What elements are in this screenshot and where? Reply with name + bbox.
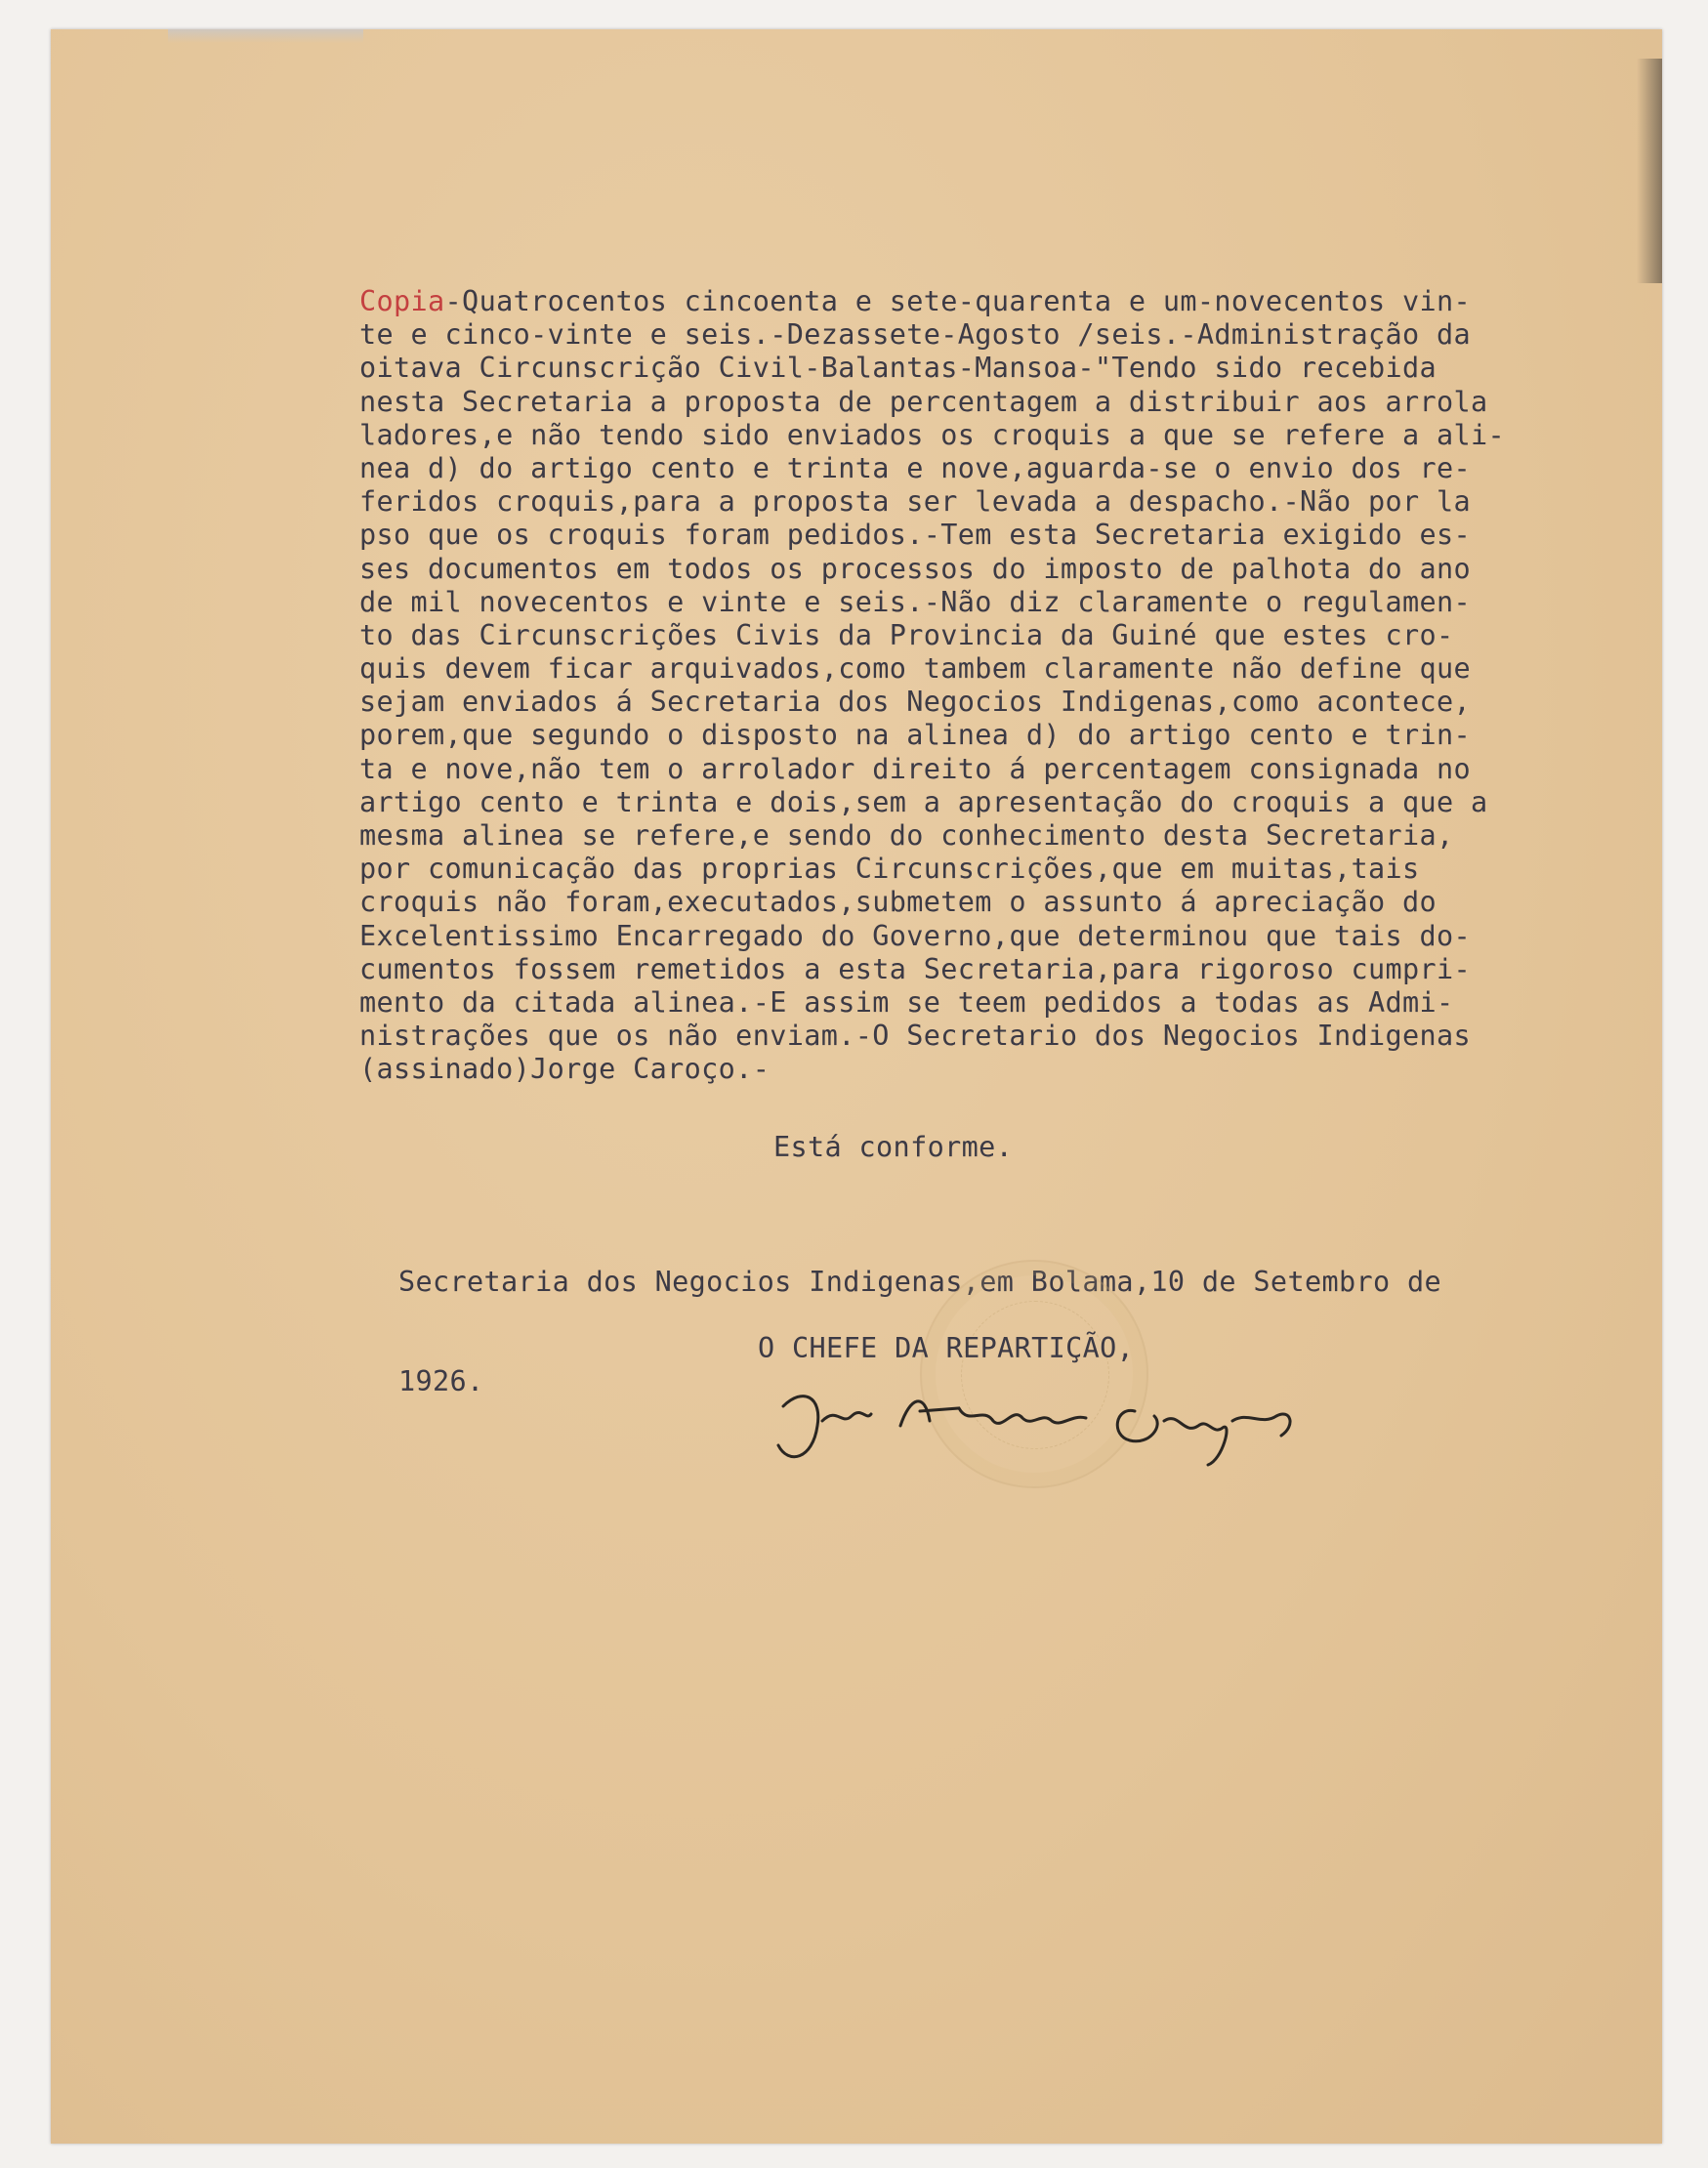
body-line: [359, 686, 1505, 719]
body-line: [359, 619, 1505, 652]
body-line-text: nistrações que os não enviam.-O Secretario dos Negocios Indigenas: [359, 1020, 1472, 1053]
handwritten-signature-icon: [764, 1367, 1311, 1484]
body-line-text: -Quatrocentos cincoenta e sete-quarenta e um-novecentos vin-: [444, 285, 1472, 317]
body-line: [359, 553, 1505, 586]
body-line-text: nea d) do artigo cento e trinta e nove,aguarda-se o envio dos re-: [359, 451, 1472, 484]
body-line: [359, 753, 1505, 786]
body-line-text: porem,que segundo o disposto na alinea d) do artigo cento e trin-: [359, 719, 1472, 752]
torn-edge: [168, 29, 363, 43]
body-line: [359, 920, 1505, 953]
body-line: [359, 719, 1505, 752]
body-line: [359, 386, 1505, 419]
body-line-text: feridos croquis,para a proposta ser levada a despacho.-Não por la: [359, 485, 1472, 519]
document-page: [51, 29, 1662, 2144]
body-line-text: pso que os croquis foram pedidos.-Tem esta Secretaria exigido es-: [359, 519, 1472, 552]
conforme-line: Está conforme.: [773, 1131, 1014, 1163]
place-date-line-1: Secretaria dos Negocios Indigenas,em Bolama,10 de Setembro de: [398, 1266, 1442, 1298]
body-line-text: te e cinco-vinte e seis.-Dezassete-Agosto /seis.-Administração da: [359, 318, 1472, 352]
body-line-text: ses documentos em todos os processos do imposto de palhota do ano: [359, 552, 1472, 585]
body-line: [359, 419, 1505, 452]
body-line-text: cumentos fossem remetidos a esta Secretaria,para rigoroso cumpri-: [359, 952, 1472, 985]
body-line: [359, 519, 1505, 552]
body-line: [359, 853, 1505, 886]
chefe-title: O CHEFE DA REPARTIÇÃO,: [758, 1332, 1135, 1364]
body-line: [359, 819, 1505, 853]
body-line-text: ladores,e não tendo sido enviados os croquis a que se refere a ali-: [359, 418, 1506, 451]
place-date-line-2: 1926.: [398, 1365, 484, 1397]
body-line-text: de mil novecentos e vinte e seis.-Não diz claramente o regulamen-: [359, 585, 1472, 618]
body-line: [359, 318, 1505, 352]
body-line-text: sejam enviados á Secretaria dos Negocios Indigenas,como acontece,: [359, 686, 1472, 719]
body-line-text: ta e nove,não tem o arrolador direito á percentagem consignada no: [359, 752, 1472, 785]
body-line: [359, 485, 1505, 519]
body-line: [359, 1020, 1505, 1053]
body-line-text: nesta Secretaria a proposta de percentagem a distribuir aos arrola: [359, 385, 1488, 418]
body-line: [359, 953, 1505, 986]
body-line-text: quis devem ficar arquivados,como tambem claramente não define que: [359, 652, 1472, 686]
body-line-text: croquis não foram,executados,submetem o assunto á apreciação do: [359, 886, 1437, 919]
body-line: [359, 452, 1505, 485]
body-line: [359, 986, 1505, 1020]
body-line-text: por comunicação das proprias Circunscrições,que em muitas,tais: [359, 853, 1420, 886]
body-line-text: mesma alinea se refere,e sendo do conhecimento desta Secretaria,: [359, 819, 1454, 852]
body-line: [359, 652, 1505, 686]
body-line-text: mento da citada alinea.-E assim se teem pedidos a todas as Admi-: [359, 985, 1454, 1019]
body-line: [359, 886, 1505, 919]
body-line-text: (assinado)Jorge Caroço.-: [359, 1053, 771, 1086]
body-line: [359, 786, 1505, 819]
body-line-text: artigo cento e trinta e dois,sem a apresentação do croquis a que a: [359, 785, 1488, 818]
body-line: [359, 285, 1505, 318]
body-line: [359, 1053, 1505, 1086]
document-body: [359, 285, 1505, 1087]
body-line: [359, 586, 1505, 619]
body-line-text: oitava Circunscrição Civil-Balantas-Mansoa-"Tendo sido recebida: [359, 352, 1437, 385]
edge-stain: [1637, 59, 1662, 283]
body-line-text: Excelentissimo Encarregado do Governo,que determinou que tais do-: [359, 919, 1472, 952]
body-line-text: to das Circunscrições Civis da Provincia da Guiné que estes cro-: [359, 618, 1454, 651]
copia-label: Copia: [359, 285, 445, 317]
body-line: [359, 352, 1505, 385]
